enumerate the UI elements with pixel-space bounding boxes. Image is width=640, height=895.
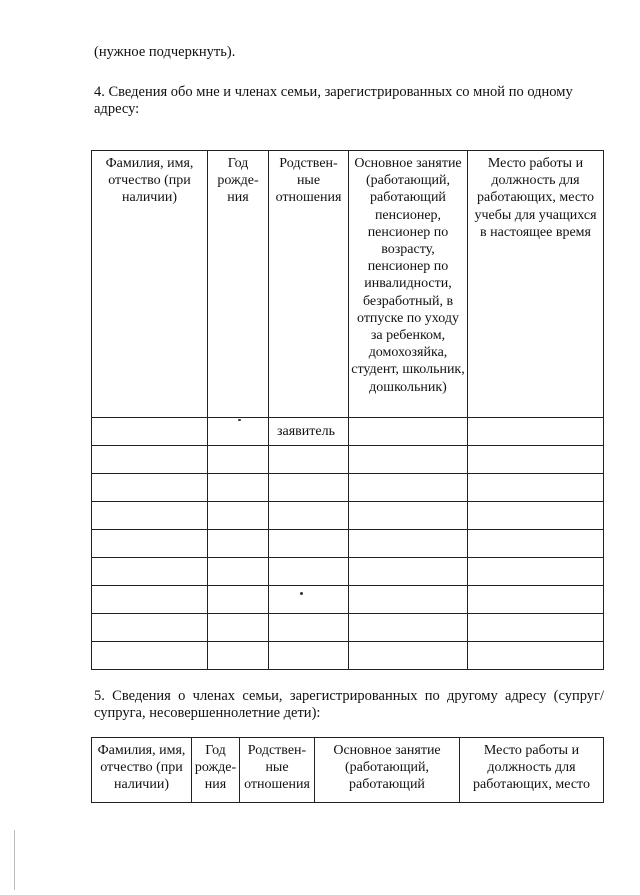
table-cell[interactable]: заявитель [269,418,349,446]
table-cell[interactable] [468,642,604,670]
table-cell[interactable] [468,418,604,446]
table-cell[interactable] [269,474,349,502]
col-header-birth-year: Год рожде-ния [208,151,269,418]
table-cell[interactable] [349,418,468,446]
table-cell[interactable] [208,614,269,642]
table-cell[interactable] [269,558,349,586]
section-5-title [94,688,604,722]
table-cell[interactable] [92,614,208,642]
table-cell[interactable] [208,446,269,474]
table-cell[interactable] [269,446,349,474]
table-cell[interactable] [92,418,208,446]
table-cell[interactable] [349,530,468,558]
table-cell[interactable] [269,614,349,642]
table-cell[interactable] [208,642,269,670]
table-cell[interactable] [92,446,208,474]
table-cell[interactable] [92,586,208,614]
table-cell[interactable] [92,642,208,670]
table-cell[interactable] [92,502,208,530]
table-cell[interactable] [468,558,604,586]
table-cell[interactable] [349,586,468,614]
col-header-fullname: Фамилия, имя, отчество (при наличии) [92,151,208,418]
table-cell[interactable] [208,474,269,502]
table-row [92,642,604,670]
table-header-row [92,151,604,418]
table-cell[interactable] [92,474,208,502]
col-header-occupation: Основное занятие (работающий, работающий [315,738,460,803]
table-cell[interactable] [468,586,604,614]
table-row [92,474,604,502]
underline-instruction: (нужное подчеркнуть). [94,44,236,60]
section-5-heading: 5. Сведения о членах семьи, зарегистрированных по другому адресу (супруг/супруга, несовершеннолетние дети): [94,688,604,721]
col-header-occupation: Основное занятие (работающий, работающий пенсионер, пенсионер по возрасту, пенсионер по инвалидности, безработный, в отпуске по уходу за ребенком, домохозяйка, студент, школьник, дошкольник) [349,151,468,418]
table-cell[interactable] [208,418,269,446]
col-header-relationship: Родствен-ные отношения [240,738,315,803]
table-cell[interactable] [349,642,468,670]
col-header-relationship: Родствен-ные отношения [269,151,349,418]
table-row [92,586,604,614]
table-row [92,418,604,446]
table-cell[interactable] [349,502,468,530]
table-cell[interactable] [349,474,468,502]
col-header-workplace: Место работы и должность для работающих, место учебы для учащихся в настоящее время [468,151,604,418]
table-cell[interactable] [269,642,349,670]
section-4-heading: 4. Сведения обо мне и членах семьи, зарегистрированных со мной по одному адресу: [94,84,573,117]
other-address-members-table [91,737,604,803]
table-row [92,558,604,586]
table-cell[interactable] [208,558,269,586]
table-cell[interactable] [468,474,604,502]
table-cell[interactable] [92,558,208,586]
scan-margin-line [14,830,15,890]
table-row [92,530,604,558]
table-cell[interactable] [269,586,349,614]
table-row [92,446,604,474]
table-row [92,614,604,642]
scan-speck [238,419,241,421]
col-header-workplace: Место работы и должность для работающих, место [460,738,604,803]
col-header-fullname: Фамилия, имя, отчество (при наличии) [92,738,192,803]
table-cell[interactable] [269,502,349,530]
table-cell[interactable] [349,446,468,474]
table-cell[interactable] [468,446,604,474]
table-cell[interactable] [208,530,269,558]
table-cell[interactable] [92,530,208,558]
scan-speck [300,592,303,595]
table-cell[interactable] [349,558,468,586]
table-cell[interactable] [269,530,349,558]
table-header-row [92,738,604,803]
table-cell[interactable] [349,614,468,642]
table-cell[interactable] [468,614,604,642]
table-cell[interactable] [208,586,269,614]
table-cell[interactable] [208,502,269,530]
table-cell[interactable] [468,530,604,558]
col-header-birth-year: Год рожде-ния [192,738,240,803]
household-members-table [91,150,604,670]
table-row [92,502,604,530]
table-cell[interactable] [468,502,604,530]
section-4-title [94,84,604,118]
